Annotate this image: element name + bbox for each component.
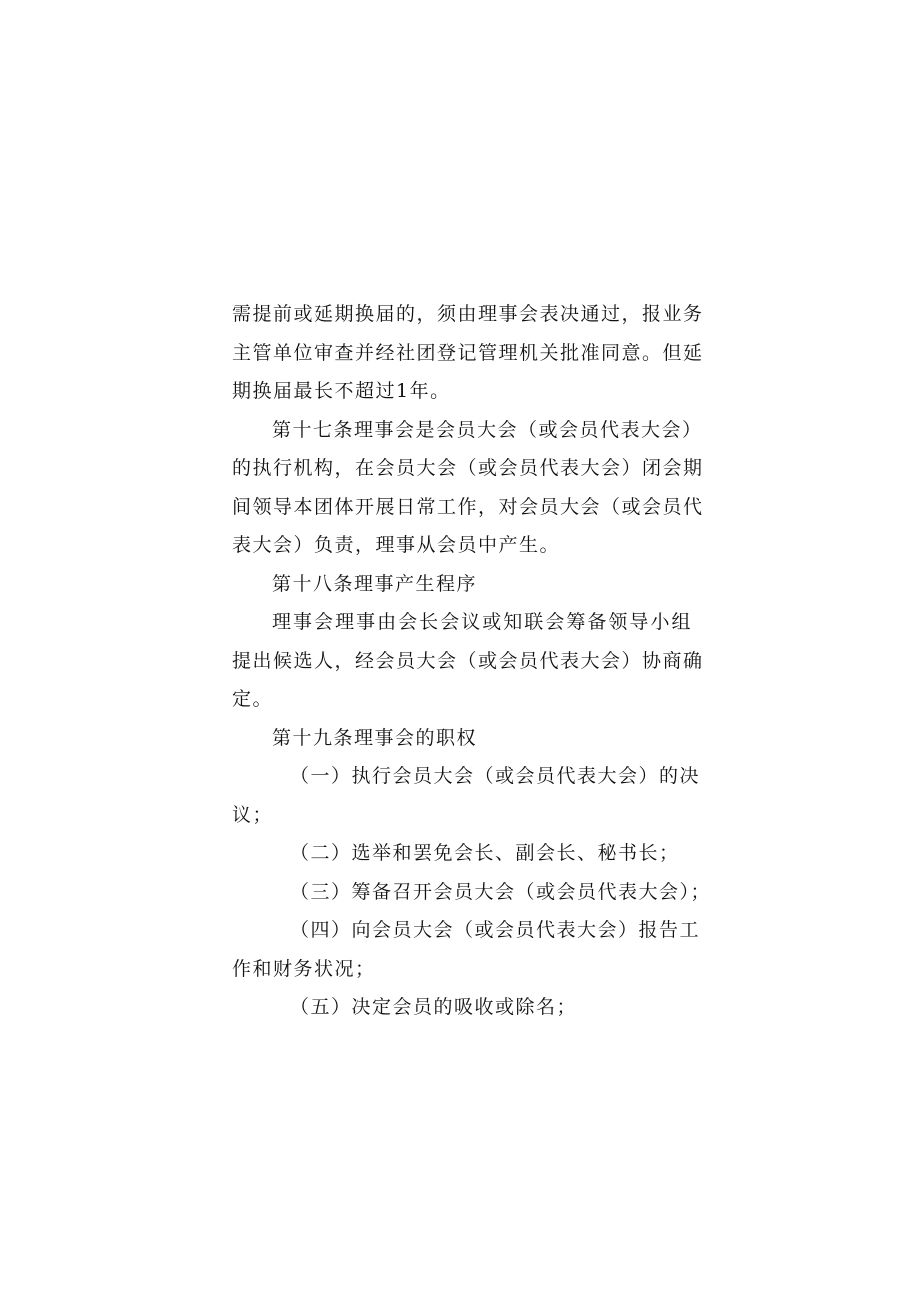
list-item-2 bbox=[232, 834, 692, 873]
text-line: （三）筹备召开会员大会（或会员代表大会）； bbox=[290, 880, 712, 903]
text-line: （一）执行会员大会（或会员代表大会）的决 bbox=[290, 765, 701, 787]
text-line: 期换届最长不超过1年。 bbox=[232, 380, 451, 402]
list-item-1 bbox=[232, 757, 701, 834]
heading-article-19 bbox=[232, 719, 692, 758]
text-line: 作和财务状况； bbox=[232, 957, 376, 980]
text-line: 议； bbox=[232, 803, 274, 826]
text-line: 的执行机构，在会员大会（或会员代表大会）闭会期 bbox=[232, 457, 704, 479]
text-line: 表大会）负责，理事从会员中产生。 bbox=[232, 534, 561, 556]
document-body bbox=[232, 295, 712, 1027]
paragraph-article-18-body bbox=[232, 603, 704, 719]
text-line: 需提前或延期换届的，须由理事会表决通过，报业务 bbox=[232, 303, 704, 325]
text-line: 理事会理事由会长会议或知联会筹备领导小组 bbox=[272, 611, 692, 633]
paragraph-article-17 bbox=[232, 411, 704, 565]
text-line: 第十八条理事产生程序 bbox=[272, 572, 478, 595]
text-line: 第十九条理事会的职权 bbox=[272, 726, 478, 749]
list-item-3 bbox=[232, 873, 712, 912]
text-line: 提出候选人，经会员大会（或会员代表大会）协商确 bbox=[232, 649, 704, 672]
list-item-5 bbox=[232, 988, 692, 1027]
heading-article-18 bbox=[232, 565, 692, 604]
text-line: （四）向会员大会（或会员代表大会）报告工 bbox=[290, 919, 701, 941]
text-line: （二）选举和罢免会长、副会长、秘书长； bbox=[290, 842, 680, 864]
text-line: 间领导本团体开展日常工作，对会员大会（或会员代 bbox=[232, 495, 704, 518]
text-line: 第十七条理事会是会员大会（或会员代表大会） bbox=[272, 418, 703, 441]
text-line: 定。 bbox=[232, 688, 274, 710]
text-line: 主管单位审查并经社团登记管理机关批准同意。但延 bbox=[232, 341, 704, 364]
text-line: （五）决定会员的吸收或除名； bbox=[290, 996, 578, 1018]
list-item-4 bbox=[232, 911, 701, 988]
paragraph-term-extension bbox=[232, 295, 704, 411]
